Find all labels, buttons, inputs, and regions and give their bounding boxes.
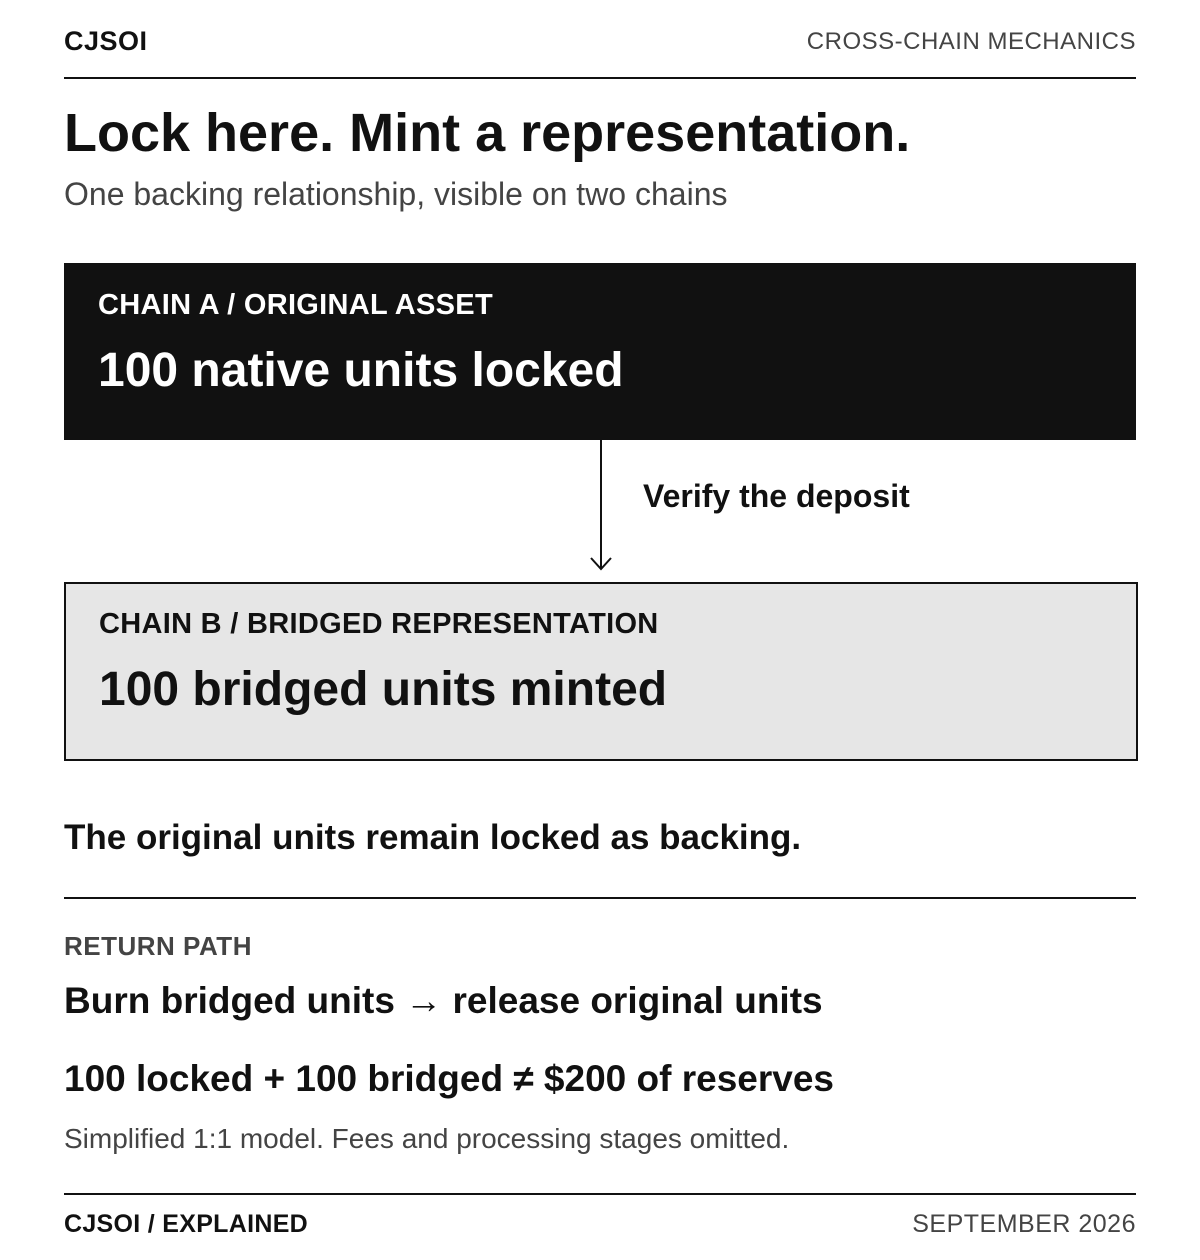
brand-name: CJSOI [64,26,148,56]
footer-divider [64,1193,1136,1195]
page-title: Lock here. Mint a representation. [64,103,911,163]
chain-b-value: 100 bridged units minted [99,663,668,716]
model-disclaimer: Simplified 1:1 model. Fees and processing stages omitted. [64,1123,790,1154]
page-subtitle: One backing relationship, visible on two chains [64,176,728,212]
reserves-equation: 100 locked + 100 bridged ≠ $200 of reserves [64,1058,834,1099]
chain-a-box [64,263,1136,440]
chain-a-label: CHAIN A / ORIGINAL ASSET [98,289,493,321]
explainer-page [64,0,1136,1260]
return-path-text: Burn bridged units → release original units [64,980,823,1021]
return-path-label: RETURN PATH [64,931,252,961]
chain-b-box [64,582,1138,761]
footer-date: SEPTEMBER 2026 [912,1210,1136,1238]
down-arrow-icon [586,440,616,573]
section-divider [64,897,1136,899]
arrow-label: Verify the deposit [643,478,910,514]
chain-a-value: 100 native units locked [98,344,624,397]
footer-series: CJSOI / EXPLAINED [64,1210,309,1238]
header-divider [64,77,1136,79]
chain-b-label: CHAIN B / BRIDGED REPRESENTATION [99,608,659,640]
backing-note: The original units remain locked as backing. [64,818,802,857]
section-tag: CROSS-CHAIN MECHANICS [806,28,1136,55]
page-header [64,24,1136,62]
